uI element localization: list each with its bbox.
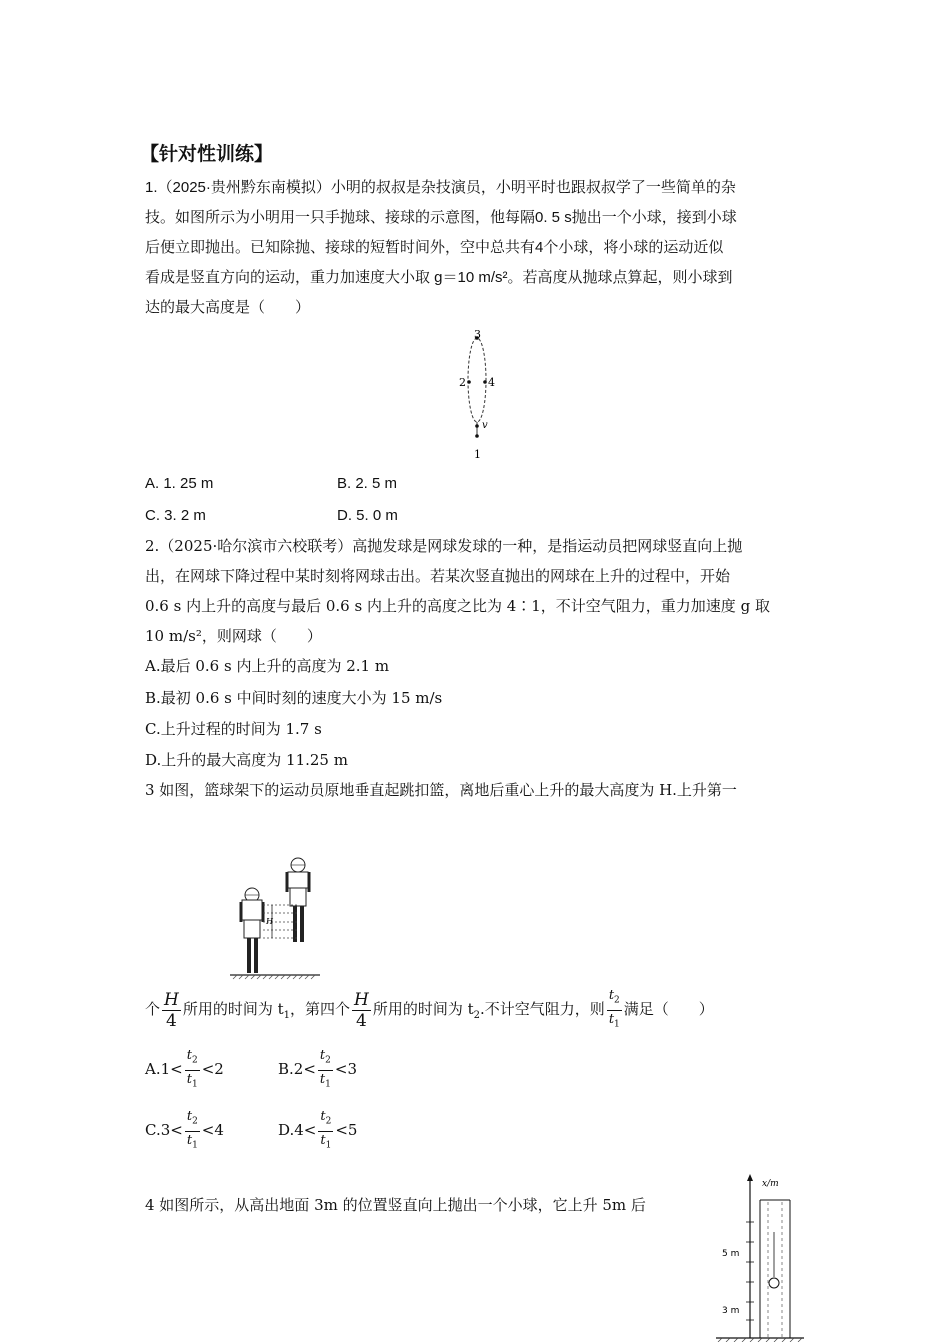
section-heading: 【针对性训练】 [140,143,274,165]
fig-label-v: v [482,420,488,431]
fig-label-2: 2 [459,376,466,389]
q2-line-3: 0.6 s 内上升的高度与最后 0.6 s 内上升的高度之比为 4∶1，不计空气阻力，重力加速度 g 取 [145,597,770,615]
fig-label-h: H [266,917,273,926]
q1-line-1: 1.（2025·贵州黔东南模拟）小明的叔叔是杂技演员，小明平时也跟叔叔学了一些简单的杂 [145,179,736,196]
label-5m: 5 m [722,1249,740,1259]
q1-line-5: 达的最大高度是（ ） [145,299,311,316]
q1-line-2: 技。如图所示为小明用一只手抛球、接球的示意图，他每隔0. 5 s抛出一个小球，接到小球 [145,209,737,226]
basketball-figure [225,850,325,980]
q3-option-a: A.1< $\frac{t_2}{t_1}$ <2 [145,1047,224,1090]
q4-line-1: 4 如图所示，从高出地面 3m 的位置竖直向上抛出一个小球，它上升 5m 后 [145,1196,646,1214]
fraction-h-over-4: $\frac{H}{4}$ [164,989,179,1031]
q2-option-c: C.上升过程的时间为 1.7 s [145,720,322,738]
q1-line-4: 看成是竖直方向的运动，重力加速度大小取 g＝10 m/s²。若高度从抛球点算起，则小球到 [145,269,733,286]
q3-option-c: C.3< $\frac{t_2}{t_1}$ <4 [145,1108,224,1151]
q3-line-1: 3 如图，篮球架下的运动员原地垂直起跳扣篮，离地后重心上升的最大高度为 H.上升第一 [145,781,737,799]
q2-option-d: D.上升的最大高度为 11.25 m [145,751,348,769]
q3-option-d: D.4< $\frac{t_2}{t_1}$ <5 [278,1108,358,1151]
q2-line-1: 2.（2025·哈尔滨市六校联考）高抛发球是网球发球的一种，是指运动员把网球竖直向上抛 [145,537,743,555]
label-3m: 3 m [722,1306,740,1316]
q2-option-a: A.最后 0.6 s 内上升的高度为 2.1 m [145,657,390,675]
juggling-figure [440,322,520,462]
q1-option-a: A. 1. 25 m [145,475,214,492]
q3-line-2: 个 $\frac{H}{4}$ 所用的时间为 $t_1$，第四个 $\frac{H}{4}$ 所用的时间为 $t_2$.不计空气阻力，则 $\frac{t_2}{t_1}$ 满足（ ） [145,985,714,1033]
q2-line-2: 出，在网球下降过程中某时刻将网球击出。若某次竖直抛出的网球在上升的过程中，开始 [145,567,731,585]
fraction-h-over-4-b: $\frac{H}{4}$ [354,989,369,1031]
fig-label-3: 3 [474,328,481,341]
q1-option-d: D. 5. 0 m [337,507,398,524]
q2-line-4: 10 m/s²，则网球（ ） [145,627,322,645]
fig-label-4: 4 [488,376,495,389]
axis-label: x/m [762,1179,779,1189]
vertical-throw-figure [710,1172,810,1342]
q2-option-b: B.最初 0.6 s 中间时刻的速度大小为 15 m/s [145,689,443,707]
fig-label-1: 1 [474,448,481,461]
fraction-t2-over-t1: $\frac{t_2}{t_1}$ [608,987,620,1030]
q1-line-3: 后便立即抛出。已知除抛、接球的短暂时间外，空中总共有4个小球，将小球的运动近似 [145,239,724,256]
q1-option-b: B. 2. 5 m [337,475,398,492]
q1-option-c: C. 3. 2 m [145,507,206,524]
q3-option-b: B.2< $\frac{t_2}{t_1}$ <3 [278,1047,357,1090]
